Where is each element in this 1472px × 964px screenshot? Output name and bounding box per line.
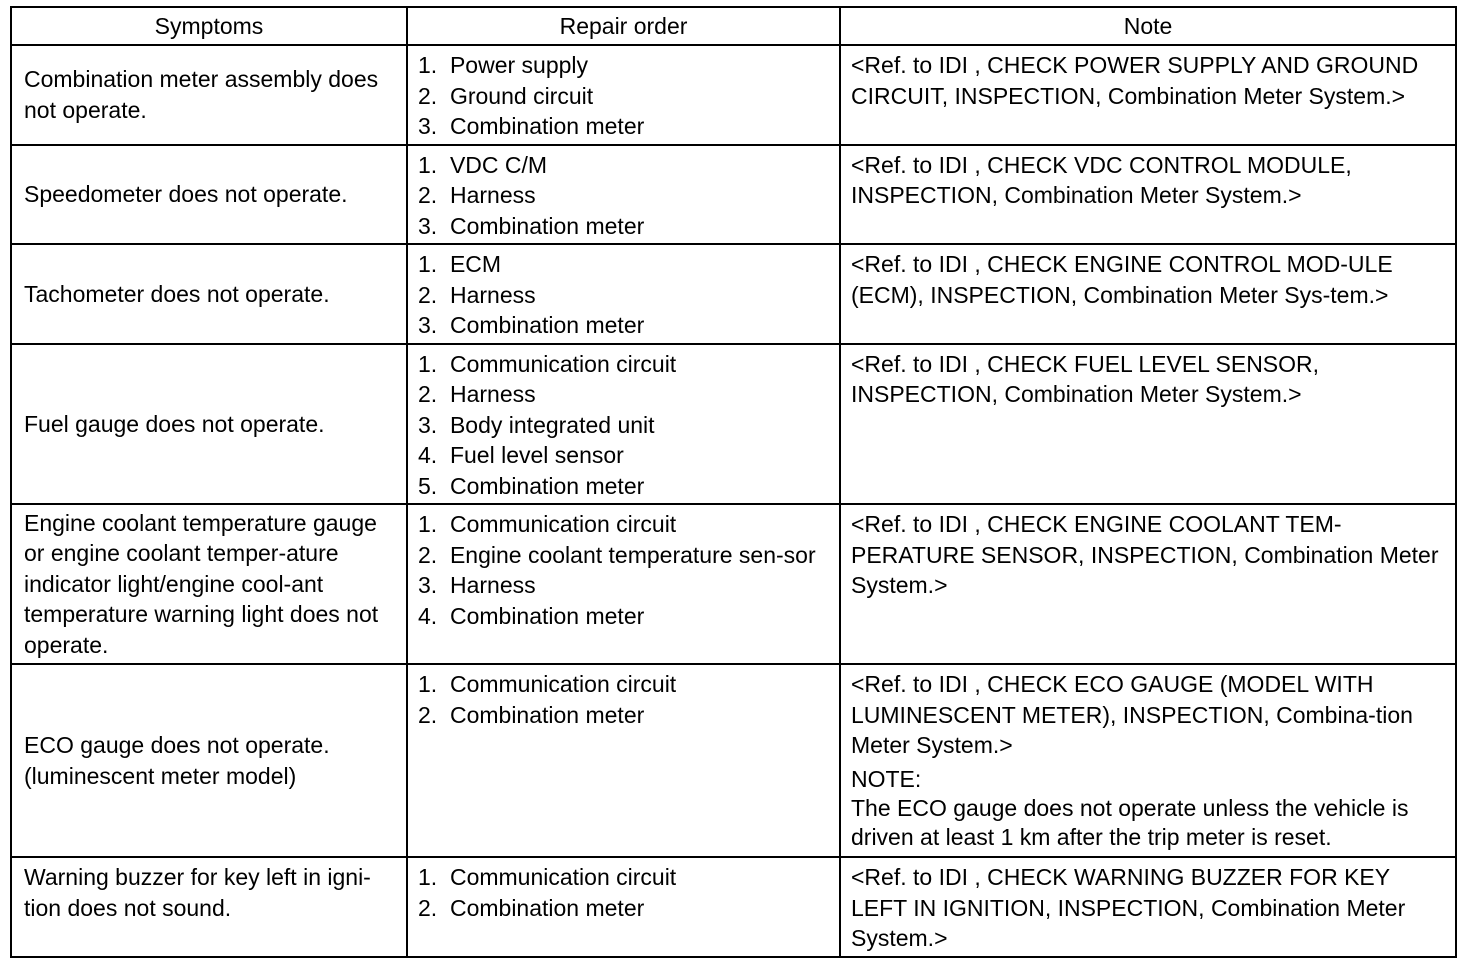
repair-step: 2. Combination meter — [418, 701, 645, 728]
note-cell — [840, 857, 1456, 957]
table-row — [11, 664, 1456, 857]
note-reference: <Ref. to IDI , CHECK ECO GAUGE (MODEL WITH LUMINESCENT METER), INSPECTION, Combina-tion Meter System.> — [851, 671, 1413, 758]
repair-step: 1. ECM — [418, 251, 502, 277]
repair-step: 1. Communication circuit — [418, 864, 677, 890]
repair-step: 2. Harness — [418, 381, 536, 407]
note-reference: <Ref. to IDI , CHECK ENGINE CONTROL MOD-ULE (ECM), INSPECTION, Combination Meter Sys-tem.> — [851, 251, 1393, 308]
note-cell — [840, 344, 1456, 505]
repair-step: 1. VDC C/M — [418, 151, 548, 178]
note-cell — [840, 504, 1456, 664]
repair-order-cell — [407, 504, 840, 664]
note-reference: <Ref. to IDI , CHECK POWER SUPPLY AND GROUND CIRCUIT, INSPECTION, Combination Meter System.> — [851, 52, 1419, 109]
repair-step: 4. Combination meter — [418, 602, 645, 629]
table-header-row — [11, 7, 1456, 45]
note-cell — [840, 45, 1456, 145]
repair-order-cell — [407, 857, 840, 957]
table-row — [11, 857, 1456, 957]
repair-step: 1. Communication circuit — [418, 511, 677, 537]
note-cell — [840, 664, 1456, 857]
symptom-cell: Engine coolant temperature gauge or engine coolant temper-ature indicator light/engine cool-ant temperature warning light does not operate. — [11, 504, 407, 664]
repair-step: 3. Combination meter — [418, 312, 645, 338]
table-row — [11, 45, 1456, 145]
note-reference: <Ref. to IDI , CHECK FUEL LEVEL SENSOR, INSPECTION, Combination Meter System.> — [851, 350, 1320, 407]
table-row — [11, 504, 1456, 664]
repair-step: 2. Harness — [418, 281, 536, 308]
symptom-cell: Warning buzzer for key left in igni-tion does not sound. — [11, 857, 407, 957]
repair-step: 2. Ground circuit — [418, 82, 594, 109]
note-block — [851, 765, 1447, 852]
note-reference: <Ref. to IDI , CHECK WARNING BUZZER FOR KEY LEFT IN IGNITION, INSPECTION, Combination Meter System.> — [851, 864, 1406, 951]
table-row — [11, 344, 1456, 505]
header-note: Note — [840, 7, 1456, 45]
repair-step: 2. Combination meter — [418, 894, 645, 921]
repair-step: 1. Communication circuit — [418, 671, 677, 697]
repair-step: 3. Harness — [418, 572, 536, 598]
header-symptoms: Symptoms — [11, 7, 407, 45]
repair-step: 3. Combination meter — [418, 212, 645, 239]
repair-step: 2. Harness — [418, 182, 536, 208]
symptom-cell: Speedometer does not operate. — [11, 145, 407, 245]
table-row — [11, 244, 1456, 344]
repair-step: 2. Engine coolant temperature sen-sor — [418, 541, 816, 568]
repair-order-cell — [407, 45, 840, 145]
note-label: NOTE: — [851, 765, 922, 792]
note-reference: <Ref. to IDI , CHECK ENGINE COOLANT TEM-PERATURE SENSOR, INSPECTION, Combination Meter System.> — [851, 511, 1439, 598]
table-row — [11, 145, 1456, 245]
note-cell — [840, 145, 1456, 245]
repair-order-cell — [407, 344, 840, 505]
repair-order-cell — [407, 664, 840, 857]
repair-step: 3. Combination meter — [418, 113, 645, 139]
note-body: The ECO gauge does not operate unless the vehicle is driven at least 1 km after the trip meter is reset. — [851, 794, 1409, 850]
symptom-cell: Combination meter assembly does not operate. — [11, 45, 407, 145]
troubleshooting-table — [10, 6, 1457, 958]
symptom-cell: Tachometer does not operate. — [11, 244, 407, 344]
note-reference: <Ref. to IDI , CHECK VDC CONTROL MODULE, INSPECTION, Combination Meter System.> — [851, 151, 1352, 208]
repair-step: 5. Combination meter — [418, 472, 645, 499]
repair-order-cell — [407, 145, 840, 245]
repair-step: 1. Communication circuit — [418, 350, 677, 377]
note-cell — [840, 244, 1456, 344]
symptom-cell: Fuel gauge does not operate. — [11, 344, 407, 505]
symptom-cell: ECO gauge does not operate. (luminescent meter model) — [11, 664, 407, 857]
header-repair-order: Repair order — [407, 7, 840, 45]
repair-order-cell — [407, 244, 840, 344]
repair-step: 4. Fuel level sensor — [418, 442, 624, 468]
repair-step: 3. Body integrated unit — [418, 411, 655, 438]
repair-step: 1. Power supply — [418, 52, 589, 78]
